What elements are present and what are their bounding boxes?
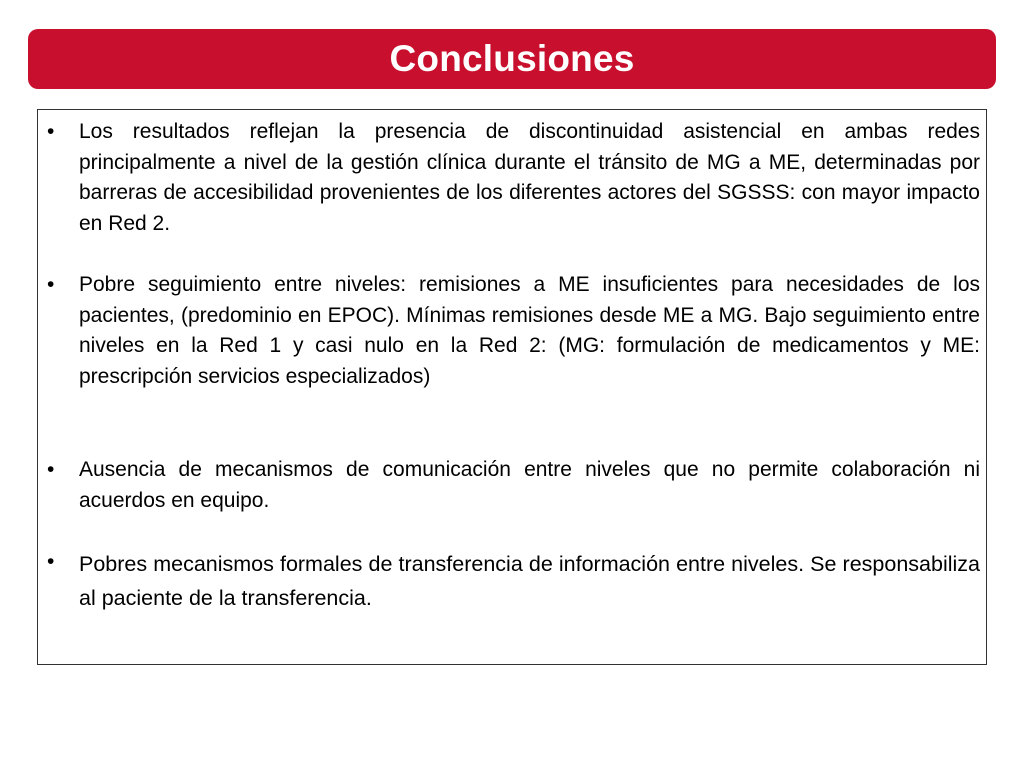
bullet-icon: • <box>47 550 55 573</box>
slide-title: Conclusiones <box>389 37 635 79</box>
bullet-text-1: Los resultados reflejan la presencia de discontinuidad asistencial en ambas redes principalmente a nivel de la gestión clínica durante el tránsito de MG a ME, determinadas por barreras de accesibilidad provenientes de los diferentes actores del SGSSS: con mayor impacto en Red 2. <box>79 120 980 235</box>
bullet-text-2: Pobre seguimiento entre niveles: remisiones a ME insuficientes para necesidades de los pacientes, (predominio en EPOC). Mínimas remisiones desde ME a MG. Bajo seguimiento entre niveles en la Red 1 y casi nulo en la Red 2: (MG: formulación de medicamentos y ME: prescripción servicios especializados) <box>79 273 980 388</box>
bullet-text-3: Ausencia de mecanismos de comunicación entre niveles que no permite colaboración ni acuerdos en equipo. <box>79 458 980 512</box>
bullet-icon: • <box>47 120 55 143</box>
bullet-text-4: Pobres mecanismos formales de transferencia de información entre niveles. Se responsabiliza al paciente de la transferencia. <box>79 552 980 610</box>
title-banner <box>28 29 996 89</box>
bullet-icon: • <box>47 273 55 296</box>
bullet-icon: • <box>47 458 55 481</box>
conclusions-box <box>37 109 987 665</box>
